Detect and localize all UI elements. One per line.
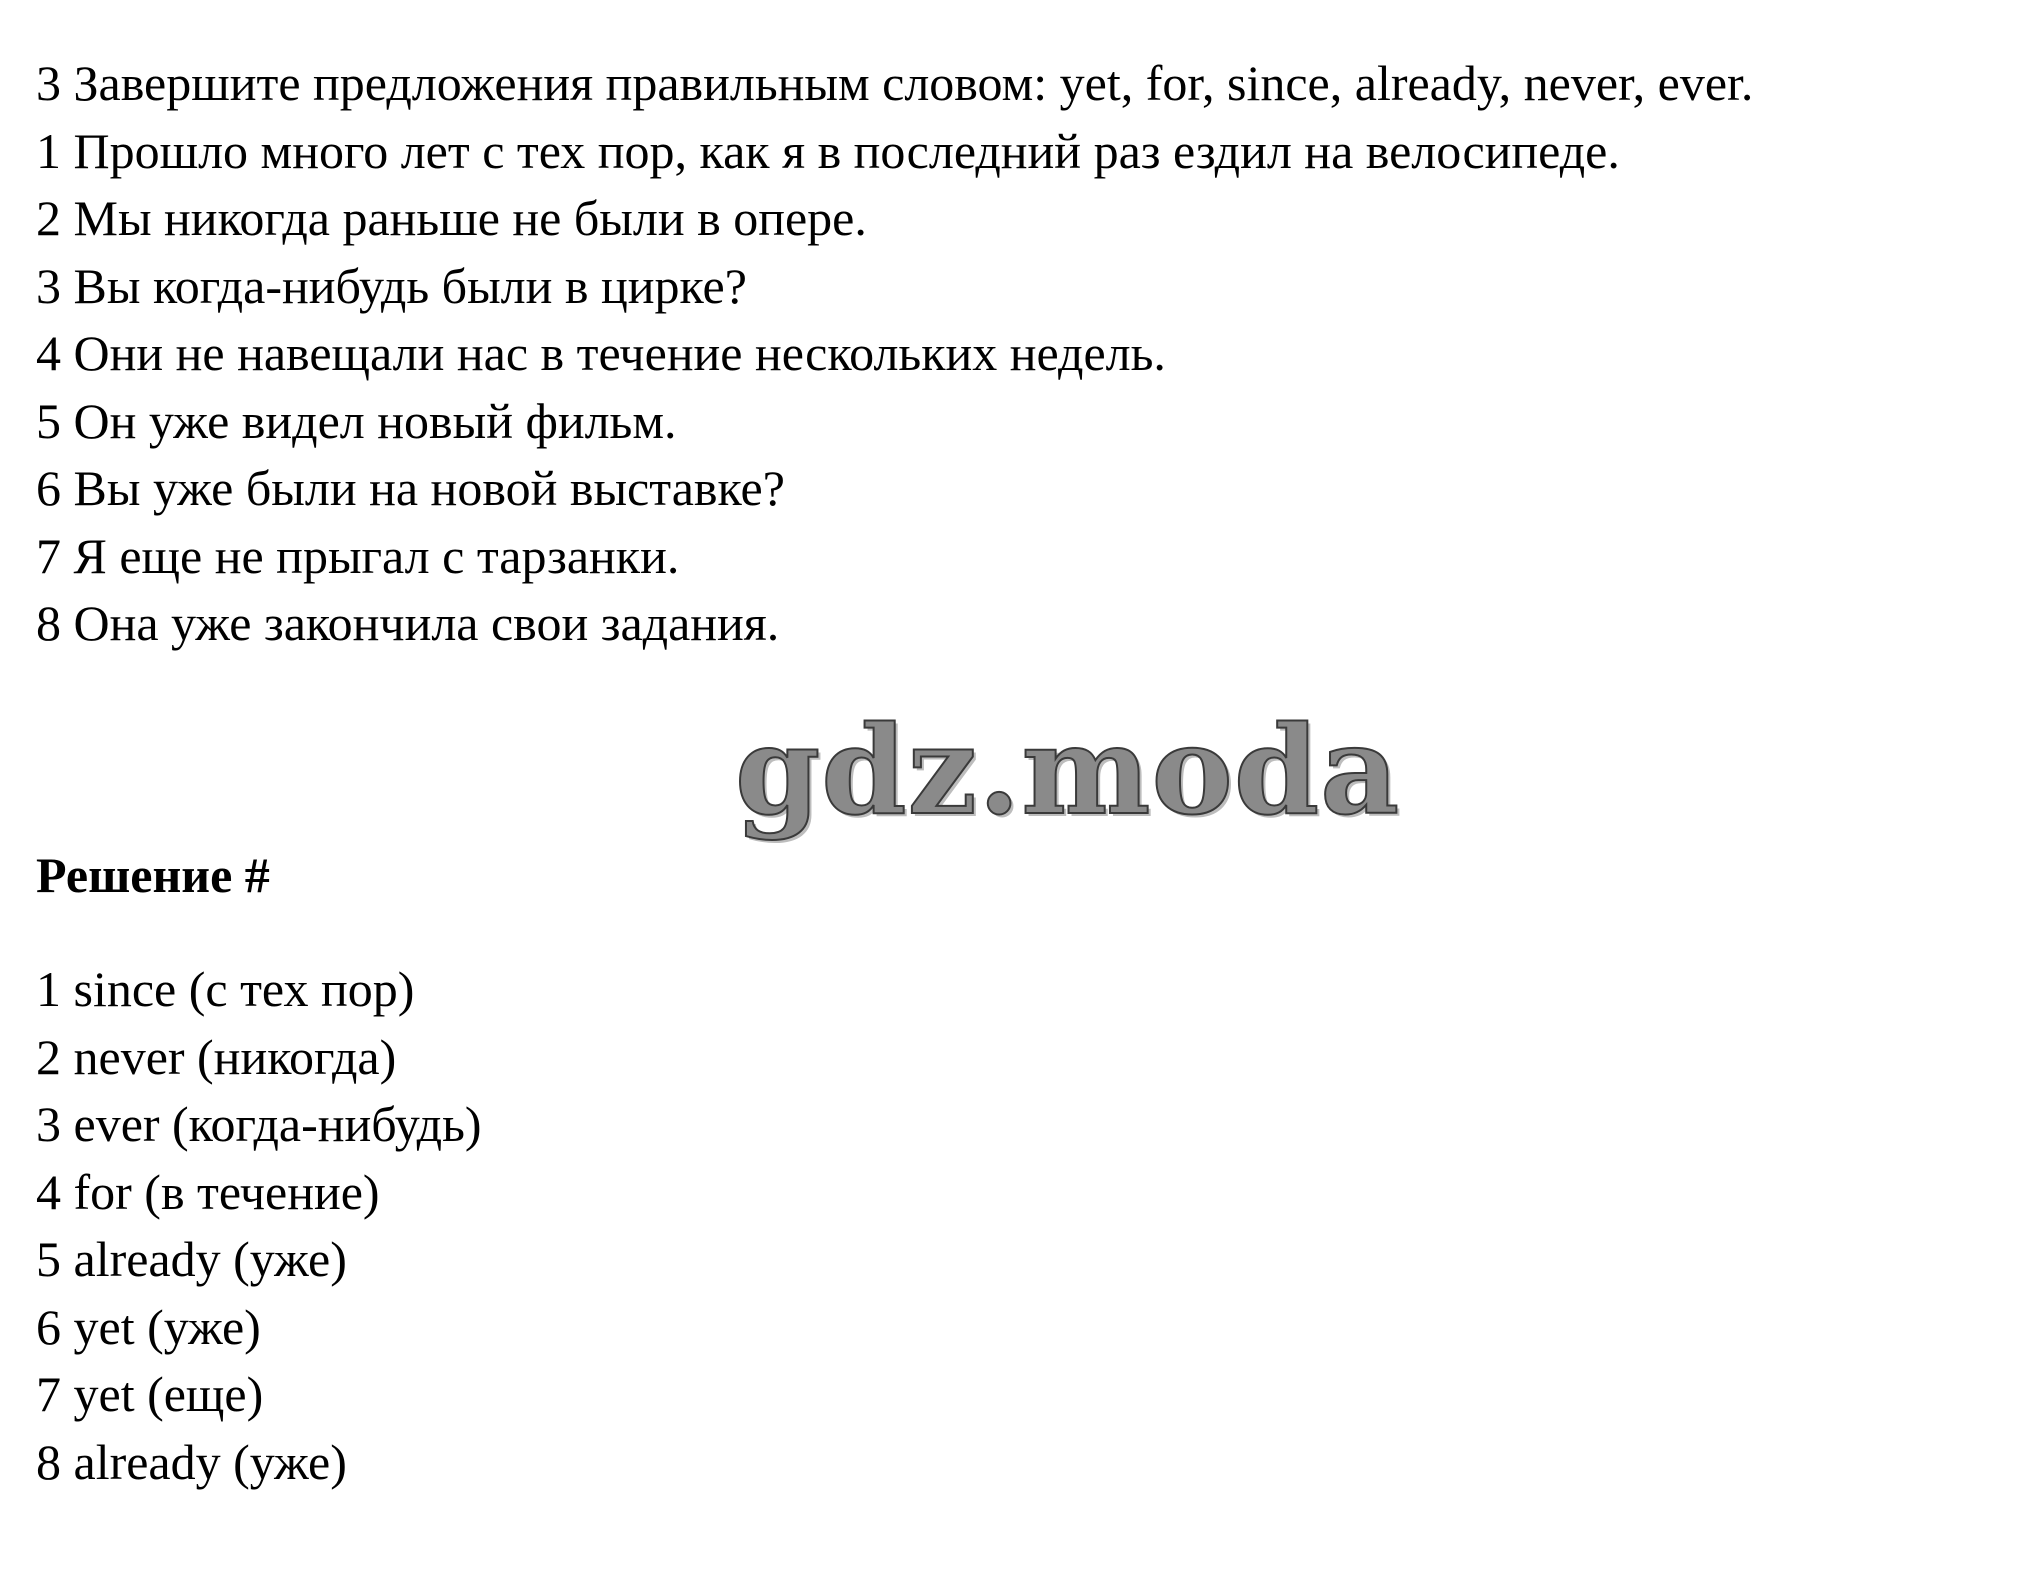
task-sentence: 2 Мы никогда раньше не были в опере. bbox=[36, 190, 867, 246]
answer-item: 4 for (в течение) bbox=[36, 1163, 380, 1220]
answer-item: 5 already (уже) bbox=[36, 1231, 347, 1287]
answer-item: 7 yet (еще) bbox=[36, 1366, 264, 1422]
task-sentence: 8 Она уже закончила свои задания. bbox=[36, 595, 780, 651]
task-sentence: 6 Вы уже были на новой выставке? bbox=[36, 460, 785, 516]
task-instruction: 3 Завершите предложения правильным словом: yet, for, since, already, never, ever. bbox=[36, 55, 1754, 111]
answers-list bbox=[36, 956, 482, 1496]
solution-heading: Решение # bbox=[36, 847, 270, 903]
answer-item: 2 never (никогда) bbox=[36, 1028, 397, 1085]
answer-item: 6 yet (уже) bbox=[36, 1298, 261, 1355]
task-sentence: 3 Вы когда-нибудь были в цирке? bbox=[36, 257, 747, 314]
task-block bbox=[36, 50, 2008, 658]
task-sentence: 4 Они не навещали нас в течение нескольких недель. bbox=[36, 325, 1166, 381]
task-sentence: 5 Он уже видел новый фильм. bbox=[36, 392, 677, 449]
site-watermark: gdz.moda bbox=[735, 698, 1401, 842]
answer-item: 8 already (уже) bbox=[36, 1433, 347, 1490]
task-sentence: 1 Прошло много лет с тех пор, как я в последний раз ездил на велосипеде. bbox=[36, 122, 1620, 179]
answer-item: 1 since (с тех пор) bbox=[36, 961, 415, 1017]
task-sentence: 7 Я еще не прыгал с тарзанки. bbox=[36, 527, 680, 584]
answer-item: 3 ever (когда-нибудь) bbox=[36, 1096, 482, 1152]
